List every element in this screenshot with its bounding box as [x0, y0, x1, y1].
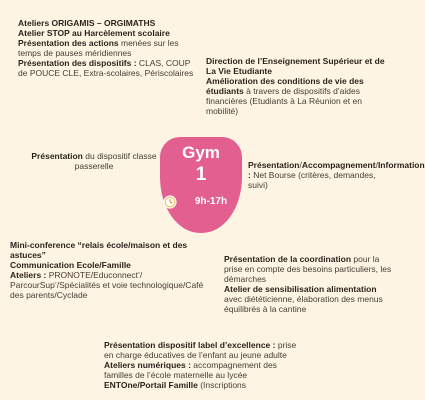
- actions-text: menées sur les temps de pauses méridiennes: [18, 38, 179, 58]
- alimentation-text: avec diététicienne, élaboration des menus équilibrés à la cantine: [224, 294, 383, 314]
- numeriques-text: accompagnement des familles de l’école maternelle au lycée: [104, 360, 277, 380]
- conditions-label: Amélioration des conditions de vie des étudiants: [206, 76, 364, 96]
- origamis-title: Ateliers ORIGAMIS – ORGIMATHS: [18, 18, 156, 28]
- info-block-coordination: [224, 254, 396, 314]
- info-block-passerelle: [28, 151, 160, 171]
- conference-title: Mini-conference “relais école/maison et des astuces”: [10, 240, 188, 260]
- communication-title: Communication Ecole/Famille: [10, 260, 131, 270]
- gym-number: 1: [195, 164, 207, 185]
- bourse-accompagnement: Accompagnement: [301, 160, 376, 170]
- bourse-information: Information :: [248, 160, 425, 180]
- gym-title: Gym: [182, 143, 220, 162]
- harcelement-title: Atelier STOP au Harcèlement scolaire: [18, 28, 170, 38]
- entone-text: (Inscriptions: [197, 380, 247, 390]
- direction-title: Direction de l’Enseignement Supérieur et de La Vie Etudiante: [206, 56, 385, 76]
- bourse-separator-2: /: [375, 160, 378, 170]
- info-block-origamis: [18, 18, 196, 78]
- bourse-presentation: Présentation: [248, 160, 300, 170]
- dispositifs-text: CLAS, COUP de POUCE CLE, Extra-scolaires, Périscolaires: [18, 58, 194, 78]
- numeriques-label: Ateliers numériques :: [104, 360, 191, 370]
- gym-hours: 9h-17h: [194, 196, 228, 207]
- clock-icon: [163, 195, 177, 209]
- label-excellence-label: Présentation dispositif label d’excellence :: [104, 340, 276, 350]
- entone-label: ENTOne/Portail Famille: [104, 380, 198, 390]
- info-block-direction: [206, 56, 390, 116]
- passerelle-label: Présentation: [31, 151, 83, 161]
- dispositifs-label: Présentation des dispositifs :: [18, 58, 137, 68]
- label-excellence-text: prise en charge éducatives de l’enfant au jeune adulte: [104, 340, 297, 360]
- ateliers-text: PRONOTE/Educonnect’/ ParcourSup’/Spécialités et voie technologique/Café des parents/Cyclade: [10, 270, 204, 300]
- info-block-bourse: [248, 160, 425, 190]
- ateliers-label: Ateliers :: [10, 270, 47, 280]
- bourse-separator-1: /: [299, 160, 302, 170]
- info-block-label-excellence: [104, 340, 304, 390]
- gym-badge: [160, 137, 242, 233]
- alimentation-label: Atelier de sensibilisation alimentation: [224, 284, 377, 294]
- coordination-text: pour la prise en compte des besoins particuliers, les démarches: [224, 254, 392, 284]
- bourse-text: Net Bourse (critères, demandes, suivi): [248, 170, 376, 190]
- actions-label: Présentation des actions: [18, 38, 119, 48]
- info-block-conference: [10, 240, 210, 300]
- conditions-text: à travers de dispositifs d’aides financières (Etudiants à La Réunion et en mobilité): [206, 86, 362, 116]
- passerelle-text: du dispositif classe passerelle: [74, 151, 157, 171]
- coordination-label: Présentation de la coordination: [224, 254, 352, 264]
